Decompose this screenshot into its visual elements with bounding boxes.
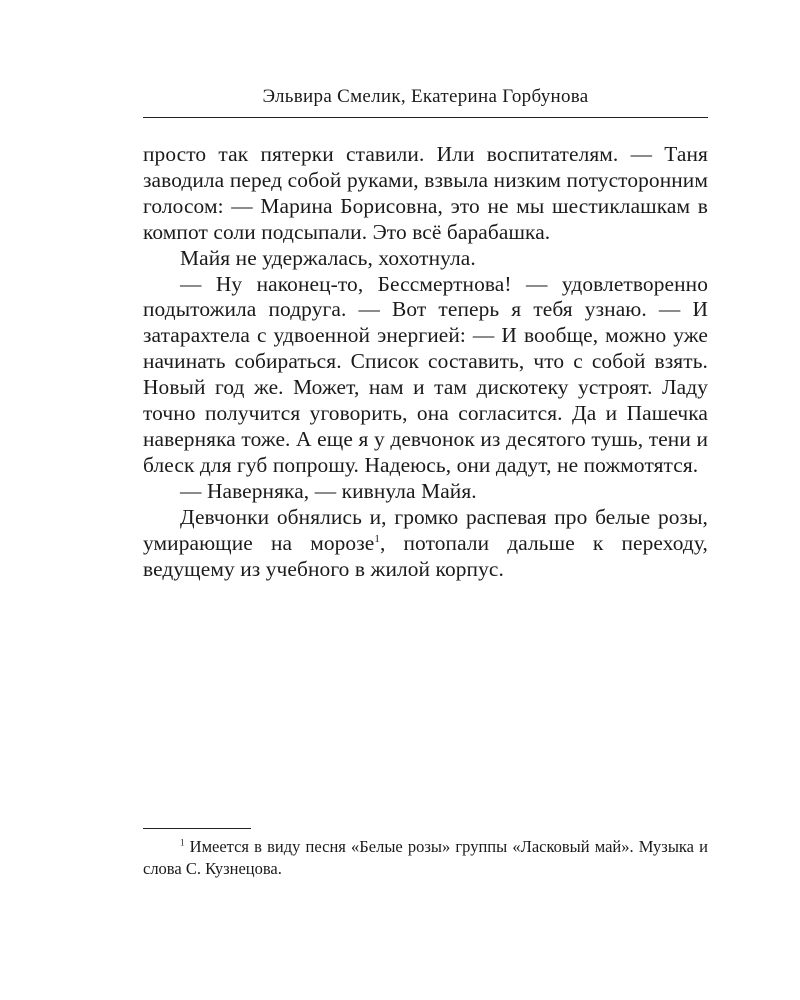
- paragraph-3: — Ну наконец-то, Бессмертнова! — удовлетворенно подытожила подруга. — Вот теперь я тебя узнаю. — И затарахтела с удвоенной энергией: — И вообще, можно уже начинать собираться. Список составить, что с собой взять. Новый год же. Может, нам и там дискотеку устроят. Ладу точно получится уговорить, она согласится. Да и Пашечка наверняка тоже. А еще я у девчонок из десятого тушь, тени и блеск для губ попрошу. Надеюсь, они дадут, не пожмотятся.: [143, 271, 708, 477]
- paragraph-4: — Наверняка, — кивнула Майя.: [180, 478, 477, 503]
- paragraph-5-part-2: , потопали дальше к переходу, ведущему из учебного в жилой корпус.: [143, 530, 708, 581]
- running-head: [143, 86, 708, 108]
- running-head-title: Эльвира Смелик, Екатерина Горбунова: [262, 86, 589, 107]
- header-rule: [143, 117, 708, 118]
- footnote-rule: [143, 828, 251, 829]
- book-page: [143, 0, 708, 1000]
- paragraph-2: Майя не удержалась, хохотнула.: [180, 245, 476, 270]
- footnote-marker: 1: [180, 837, 185, 848]
- footnote-text: Имеется в виду песня «Белые розы» группы «Ласковый май». Музыка и слова С. Кузнецова.: [143, 837, 708, 878]
- body-text: [143, 142, 708, 582]
- paragraph-1: просто так пятерки ставили. Или воспитателям. — Таня заводила перед собой руками, взвыла низким потусторонним голосом: — Марина Борисовна, это не мы шестиклашкам в компот соли подсыпали. Это всё барабашка.: [143, 142, 708, 244]
- paragraph-5: [143, 505, 708, 583]
- footnote: [143, 836, 708, 880]
- footnote-reference[interactable]: 1: [374, 532, 380, 545]
- paragraph-5-part-1: Девчонки обнялись и, громко распевая про белые розы, умирающие на морозе: [143, 504, 708, 555]
